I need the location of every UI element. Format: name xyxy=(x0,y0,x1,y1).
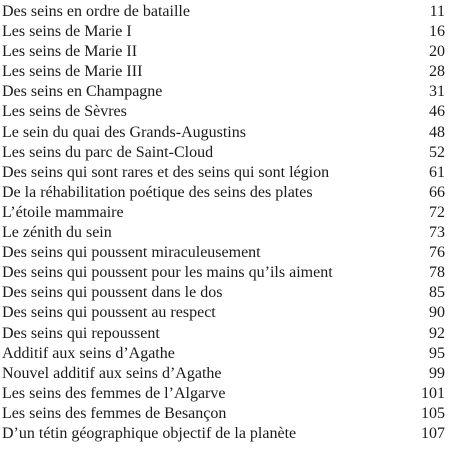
toc-entry-title: Les seins des femmes de l’Algarve xyxy=(2,384,226,402)
table-of-contents xyxy=(2,2,445,444)
toc-entry-page: 95 xyxy=(429,344,445,362)
toc-entry xyxy=(2,203,445,223)
toc-entry xyxy=(2,263,445,283)
toc-entry-page: 11 xyxy=(429,3,445,20)
toc-entry-page: 20 xyxy=(429,43,445,61)
toc-entry xyxy=(2,404,445,424)
toc-entry-title: Des seins qui poussent pour les mains qu’ils aiment xyxy=(2,264,333,282)
toc-entry-page: 52 xyxy=(429,143,445,161)
toc-entry xyxy=(2,243,445,263)
toc-entry-page: 73 xyxy=(429,224,445,242)
toc-entry-page: 28 xyxy=(429,63,445,81)
toc-entry-title: Des seins qui repoussent xyxy=(2,324,160,342)
toc-entry-title: Des seins qui sont rares et des seins qui sont légion xyxy=(2,163,330,181)
toc-entry xyxy=(2,303,445,323)
toc-entry-title: Les seins de Marie I xyxy=(2,23,132,41)
toc-entry xyxy=(2,143,445,163)
toc-entry xyxy=(2,223,445,243)
toc-entry xyxy=(2,123,445,143)
toc-entry-page: 107 xyxy=(421,424,445,442)
toc-entry xyxy=(2,42,445,62)
toc-entry xyxy=(2,62,445,82)
toc-entry xyxy=(2,163,445,183)
toc-entry-title: Des seins qui poussent au respect xyxy=(2,304,216,322)
toc-entry-title: Des seins qui poussent dans le dos xyxy=(2,284,223,302)
toc-entry xyxy=(2,384,445,404)
toc-entry-title: Nouvel additif aux seins d’Agathe xyxy=(2,364,222,382)
toc-entry-title: Les seins de Marie III xyxy=(2,63,143,81)
toc-entry-title: Le sein du quai des Grands-Augustins xyxy=(2,123,246,141)
toc-entry-title: Des seins en Champagne xyxy=(2,83,163,101)
toc-entry xyxy=(2,22,445,42)
toc-entry xyxy=(2,424,445,444)
toc-entry-title: Les seins des femmes de Besançon xyxy=(2,404,227,422)
toc-entry-page: 99 xyxy=(429,364,445,382)
toc-entry-page: 92 xyxy=(429,324,445,342)
toc-entry-page: 16 xyxy=(429,23,445,41)
toc-entry xyxy=(2,183,445,203)
toc-entry-page: 85 xyxy=(429,284,445,302)
toc-entry-title: L’étoile mammaire xyxy=(2,203,124,221)
toc-entry-page: 101 xyxy=(421,384,445,402)
toc-entry xyxy=(2,344,445,364)
toc-entry-page: 90 xyxy=(429,304,445,322)
toc-entry-title: De la réhabilitation poétique des seins des plates xyxy=(2,183,313,201)
toc-entry-title: Additif aux seins d’Agathe xyxy=(2,344,175,362)
toc-entry xyxy=(2,364,445,384)
toc-entry xyxy=(2,102,445,122)
toc-entry-title: Les seins de Sèvres xyxy=(2,103,127,121)
toc-entry-page: 76 xyxy=(429,244,445,262)
toc-entry-page: 105 xyxy=(421,404,445,422)
toc-entry-title: Les seins de Marie II xyxy=(2,43,138,61)
toc-entry-page: 31 xyxy=(429,83,445,101)
toc-entry-title: Des seins en ordre de bataille xyxy=(2,3,190,20)
toc-entry-title: Le zénith du sein xyxy=(2,224,112,242)
toc-entry-page: 48 xyxy=(429,123,445,141)
toc-entry-title: D’un tétin géographique objectif de la planète xyxy=(2,424,297,442)
toc-entry-page: 46 xyxy=(429,103,445,121)
toc-entry xyxy=(2,324,445,344)
toc-entry xyxy=(2,2,445,22)
toc-entry-page: 72 xyxy=(429,203,445,221)
toc-entry-title: Les seins du parc de Saint-Cloud xyxy=(2,143,214,161)
toc-entry-page: 66 xyxy=(429,183,445,201)
toc-entry-title: Des seins qui poussent miraculeusement xyxy=(2,244,261,262)
toc-entry-page: 78 xyxy=(429,264,445,282)
toc-entry xyxy=(2,283,445,303)
toc-entry-page: 61 xyxy=(429,163,445,181)
toc-entry xyxy=(2,82,445,102)
